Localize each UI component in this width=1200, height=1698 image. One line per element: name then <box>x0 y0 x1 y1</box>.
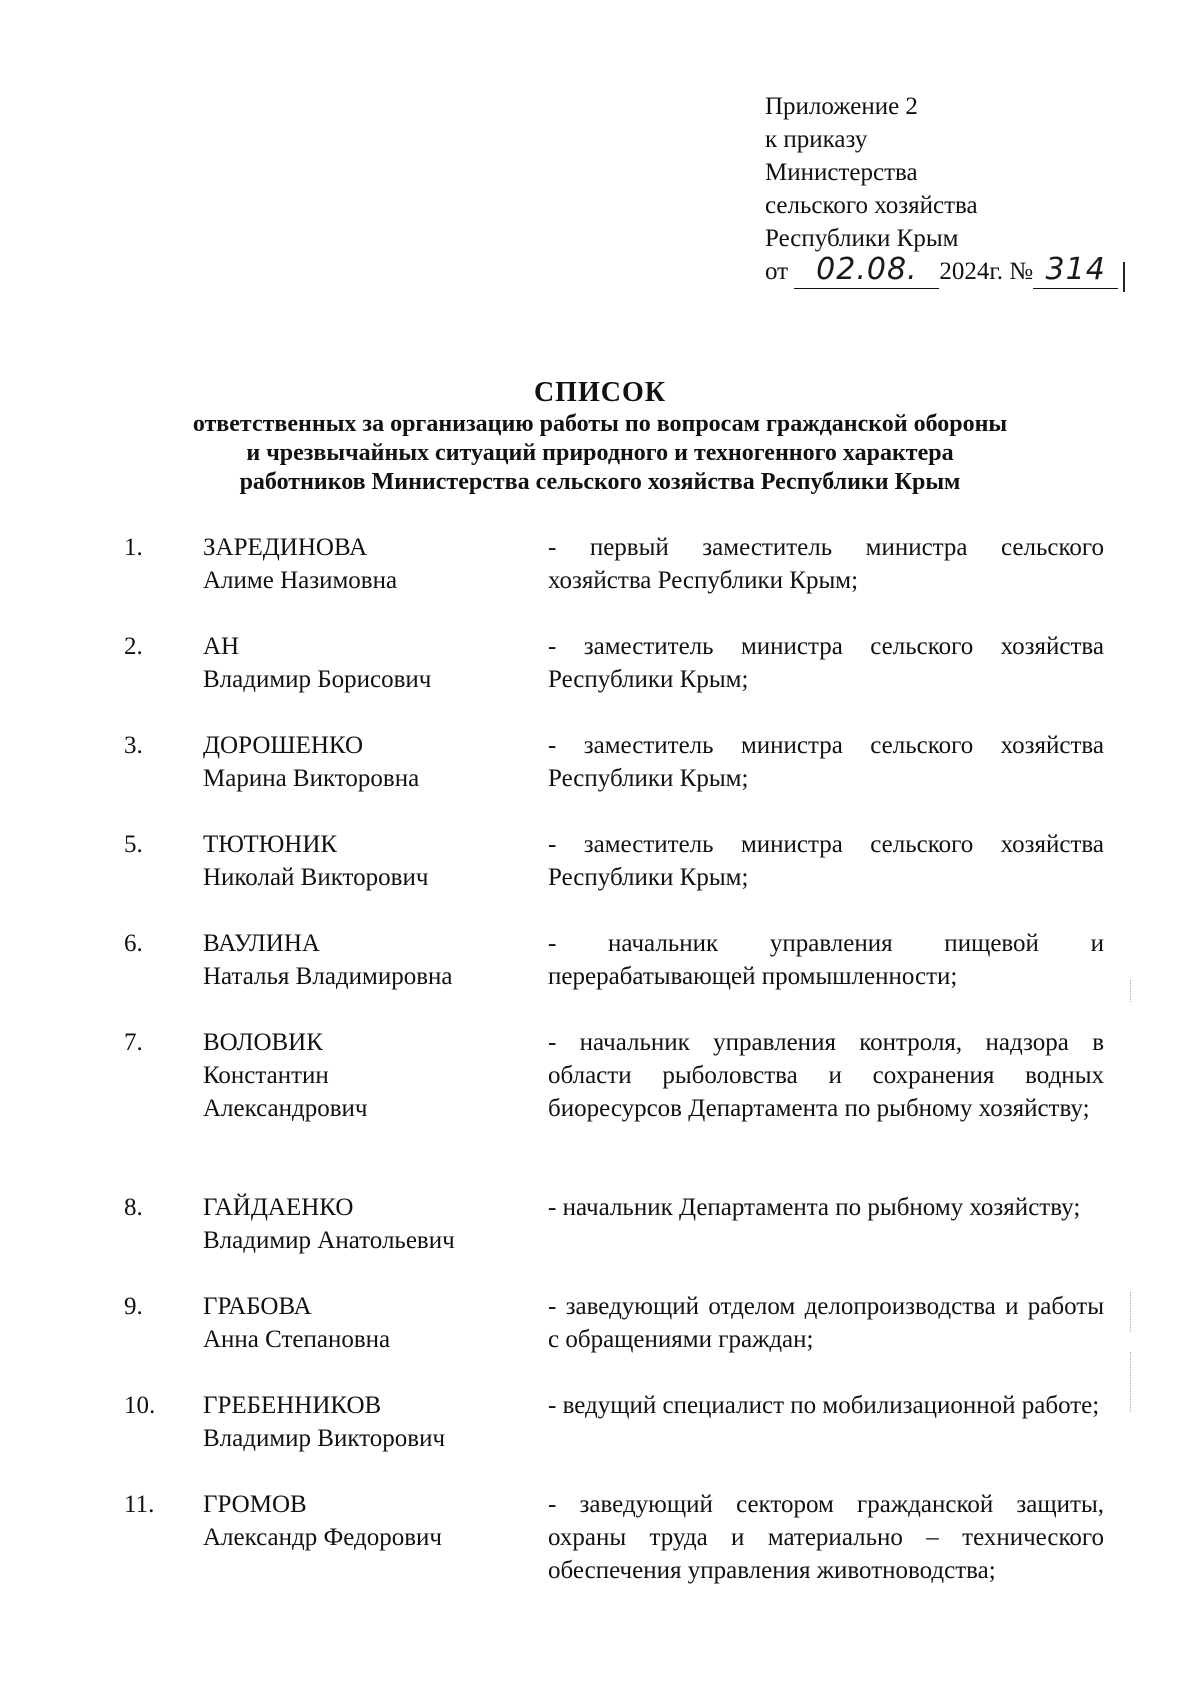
attachment-title: Приложение 2 <box>765 93 918 120</box>
handwritten-number: 314 <box>1045 252 1106 287</box>
item-surname: ГРЕБЕННИКОВ <box>203 1392 382 1419</box>
date-field <box>794 252 939 289</box>
item-given-names: Николай Викторович <box>203 864 429 891</box>
item-surname: ГРОМОВ <box>203 1491 307 1518</box>
item-number: 9. <box>124 1293 143 1320</box>
item-name <box>203 531 533 597</box>
item-position: - начальник Департамента по рыбному хозяйству; <box>548 1194 1081 1221</box>
item-surname: ВАУЛИНА <box>203 930 320 957</box>
item-name <box>203 1488 533 1554</box>
item-number: 8. <box>124 1194 143 1221</box>
item-number: 10. <box>124 1392 156 1419</box>
item-position: - заместитель министра сельского хозяйства Республики Крым; <box>548 732 1104 792</box>
item-position: - первый заместитель министра сельского хозяйства Республики Крым; <box>548 534 1104 594</box>
from-label: от <box>765 258 789 285</box>
item-name <box>203 729 533 795</box>
item-position: - начальник управления контроля, надзора в области рыболовства и сохранения водных биоресурсов Департамента по рыбному хозяйству; <box>548 1029 1104 1122</box>
item-given-names: Александр Федорович <box>203 1524 442 1551</box>
item-number: 11. <box>124 1491 155 1518</box>
order-number-field <box>1033 252 1118 289</box>
item-given-names: Алиме Назимовна <box>203 567 398 594</box>
item-name <box>203 1191 533 1257</box>
item-surname: ВОЛОВИК <box>203 1029 323 1056</box>
document-title: СПИСОК <box>533 377 667 408</box>
item-given-names: Константин <box>203 1062 329 1089</box>
item-position: - начальник управления пищевой и перерабатывающей промышленности; <box>548 930 1104 990</box>
item-surname: АН <box>203 633 240 660</box>
item-number: 6. <box>124 930 143 957</box>
item-position: - заместитель министра сельского хозяйства Республики Крым; <box>548 633 1104 693</box>
item-name <box>203 1290 533 1356</box>
attachment-block <box>765 90 1118 289</box>
scan-artifact <box>1130 1352 1132 1412</box>
attachment-order-ref: к приказу <box>765 126 868 153</box>
document-subtitle-line-3: работников Министерства сельского хозяйства Республики Крым <box>239 469 961 495</box>
item-number: 7. <box>124 1029 143 1056</box>
item-patronymic: Александрович <box>203 1095 368 1122</box>
item-given-names: Владимир Борисович <box>203 666 432 693</box>
item-name <box>203 1389 533 1455</box>
document-heading <box>0 376 1200 497</box>
item-number: 5. <box>124 831 143 858</box>
item-position: - ведущий специалист по мобилизационной работе; <box>548 1392 1100 1419</box>
document-subtitle-line-2: и чрезвычайных ситуаций природного и техногенного характера <box>246 440 954 466</box>
item-position: - заместитель министра сельского хозяйства Республики Крым; <box>548 831 1104 891</box>
item-given-names: Владимир Викторович <box>203 1425 446 1452</box>
item-position: - заведующий отделом делопроизводства и работы с обращениями граждан; <box>548 1293 1104 1353</box>
item-given-names: Владимир Анатольевич <box>203 1227 455 1254</box>
item-name <box>203 828 533 894</box>
item-number: 2. <box>124 633 143 660</box>
item-surname: ГРАБОВА <box>203 1293 312 1320</box>
attachment-republic: Республики Крым <box>765 225 959 252</box>
scan-artifact <box>1130 1292 1132 1332</box>
item-given-names: Марина Викторовна <box>203 765 420 792</box>
item-name <box>203 1026 533 1125</box>
item-given-names: Наталья Владимировна <box>203 963 453 990</box>
attachment-date-line <box>765 252 1118 289</box>
handwritten-date: 02.08. <box>816 252 918 287</box>
item-name <box>203 630 533 696</box>
document-subtitle-line-1: ответственных за организацию работы по вопросам гражданской обороны <box>192 411 1008 437</box>
item-surname: ГАЙДАЕНКО <box>203 1194 354 1221</box>
item-surname: ТЮТЮНИК <box>203 831 338 858</box>
item-number: 1. <box>124 534 143 561</box>
item-position: - заведующий сектором гражданской защиты, охраны труда и материально – технического обеспечения управления животноводства; <box>548 1491 1104 1584</box>
scan-artifact <box>1130 980 1132 1002</box>
attachment-ministry-agri: сельского хозяйства <box>765 192 978 219</box>
item-name <box>203 927 533 993</box>
margin-mark <box>1123 262 1125 292</box>
item-given-names: Анна Степановна <box>203 1326 391 1353</box>
attachment-ministry: Министерства <box>765 159 918 186</box>
item-number: 3. <box>124 732 143 759</box>
item-surname: ДОРОШЕНКО <box>203 732 364 759</box>
item-surname: ЗАРЕДИНОВА <box>203 534 368 561</box>
year-number-label: 2024г. № <box>939 258 1034 285</box>
